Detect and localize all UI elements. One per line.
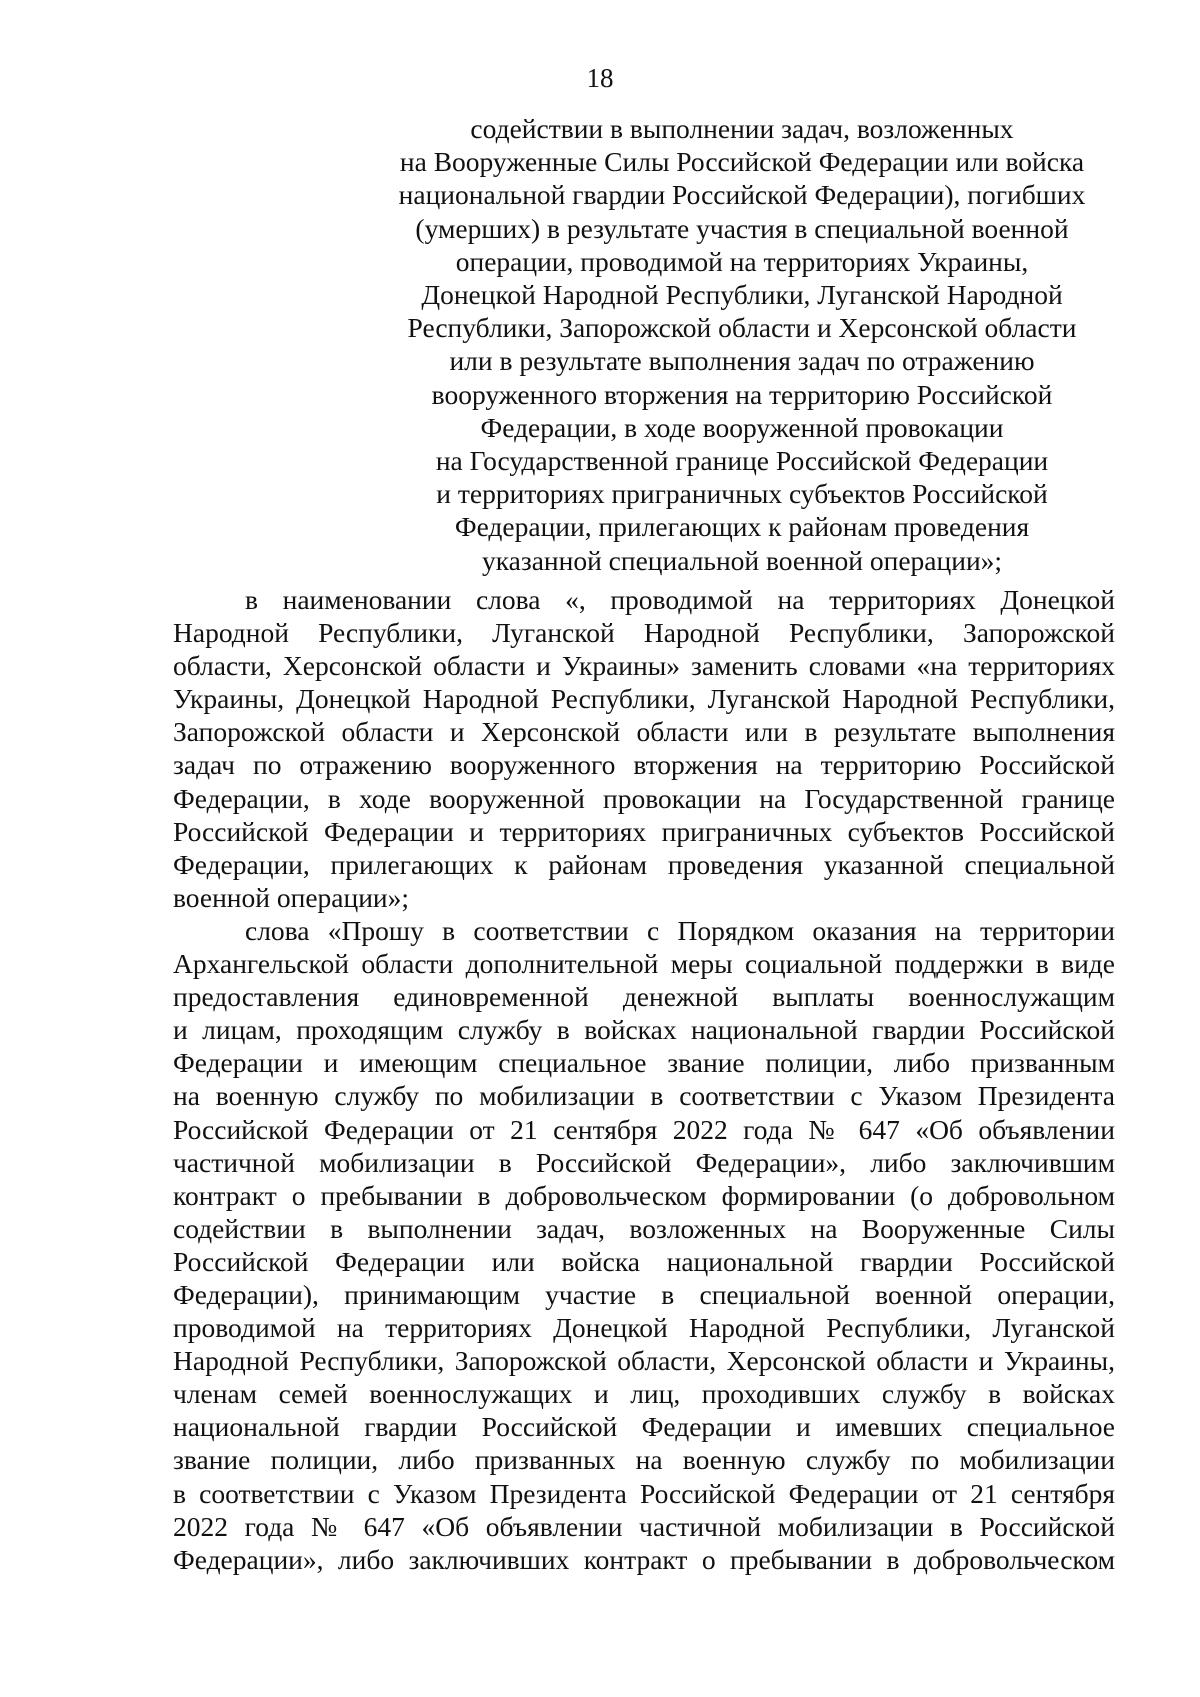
paragraph-line: слова «Прошу в соответствии с Порядком оказания на территории: [245, 914, 1115, 946]
quote-line: операции, проводимой на территориях Украины,: [455, 245, 1029, 277]
paragraph-line: и лицам, проходящим службу в войсках национальной гвардии Российской: [173, 1014, 1115, 1046]
paragraph-line: военной операции»;: [173, 881, 410, 913]
paragraph-line: частичной мобилизации в Российской Федерации», либо заключившим: [173, 1146, 1115, 1178]
paragraph-line: проводимой на территориях Донецкой Народной Республики, Луганской: [173, 1312, 1115, 1344]
paragraph-line: Федерации, в ходе вооруженной провокации на Государственной границе: [173, 782, 1115, 814]
quote-line: на Государственной границе Российской Федерации: [435, 445, 1049, 477]
quote-line: вооруженного вторжения на территорию Российской: [431, 378, 1053, 410]
paragraph-line: в наименовании слова «, проводимой на территориях Донецкой: [245, 584, 1115, 615]
paragraph-line: Российской Федерации от 21 сентября 2022 года № 647 «Об объявлении: [173, 1113, 1115, 1145]
paragraph-title-amendment: [173, 583, 1115, 914]
quote-line: на Вооруженные Силы Российской Федерации или войска: [399, 146, 1085, 178]
quote-line: национальной гвардии Российской Федерации), погибших: [398, 179, 1086, 211]
paragraph-line: предоставления единовременной денежной выплаты военнослужащим: [173, 981, 1115, 1013]
quote-line: указанной специальной военной операции»;: [481, 544, 1003, 576]
paragraph-line: национальной гвардии Российской Федерации и имевших специальное: [173, 1411, 1115, 1443]
document-body: [173, 583, 1115, 1576]
paragraph-line: Народной Республики, Луганской Народной Республики, Запорожской: [173, 617, 1115, 649]
paragraph-line: Федерации), принимающим участие в специальной военной операции,: [173, 1278, 1115, 1310]
quote-line: Федерации, в ходе вооруженной провокации: [480, 411, 1004, 443]
paragraph-line: Федерации и имеющим специальное звание полиции, либо призванным: [173, 1047, 1115, 1079]
paragraph-line: содействии в выполнении задач, возложенных на Вооруженные Силы: [173, 1212, 1115, 1244]
paragraph-line: Российской Федерации или войска национальной гвардии Российской: [173, 1245, 1115, 1277]
paragraph-line: Российской Федерации и территориях приграничных субъектов Российской: [173, 815, 1115, 847]
quote-line: Донецкой Народной Республики, Луганской Народной: [421, 279, 1063, 311]
paragraph-line: области, Херсонской области и Украины» заменить словами «на территориях: [173, 650, 1115, 682]
paragraph-line: задач по отражению вооруженного вторжения на территорию Российской: [173, 749, 1115, 781]
paragraph-line: Украины, Донецкой Народной Республики, Луганской Народной Республики,: [173, 683, 1115, 715]
quote-line: или в результате выполнения задач по отражению: [449, 345, 1035, 377]
paragraph-line: в соответствии с Указом Президента Российской Федерации от 21 сентября: [173, 1477, 1115, 1509]
page-number: 18: [586, 63, 614, 93]
paragraph-line: Федерации, прилегающих к районам проведения указанной специальной: [173, 848, 1115, 880]
quote-line: (умерших) в результате участия в специальной военной: [415, 212, 1069, 244]
paragraph-words-amendment: [173, 914, 1115, 1576]
quote-line: Республики, Запорожской области и Херсонской области: [407, 312, 1077, 344]
paragraph-line: контракт о пребывании в добровольческом формировании (о добровольном: [173, 1179, 1115, 1211]
quote-line: Федерации, прилегающих к районам проведения: [454, 511, 1030, 543]
paragraph-line: членам семей военнослужащих и лиц, проходивших службу в войсках: [173, 1378, 1115, 1410]
paragraph-line: Федерации», либо заключивших контракт о пребывании в добровольческом: [173, 1543, 1115, 1575]
paragraph-line: Народной Республики, Запорожской области, Херсонской области и Украины,: [173, 1345, 1115, 1377]
paragraph-line: Запорожской области и Херсонской области или в результате выполнения: [173, 716, 1115, 748]
paragraph-line: звание полиции, либо призванных на военную службу по мобилизации: [173, 1444, 1115, 1476]
paragraph-line: Архангельской области дополнительной меры социальной поддержки в виде: [173, 948, 1115, 980]
paragraph-line: 2022 года № 647 «Об объявлении частичной мобилизации в Российской: [173, 1510, 1115, 1542]
paragraph-line: на военную службу по мобилизации в соответствии с Указом Президента: [173, 1080, 1115, 1112]
quoted-title-block: [392, 112, 1092, 577]
quote-line: и территориях приграничных субъектов Российской: [436, 478, 1048, 510]
quote-line: содействии в выполнении задач, возложенных: [470, 113, 1014, 144]
